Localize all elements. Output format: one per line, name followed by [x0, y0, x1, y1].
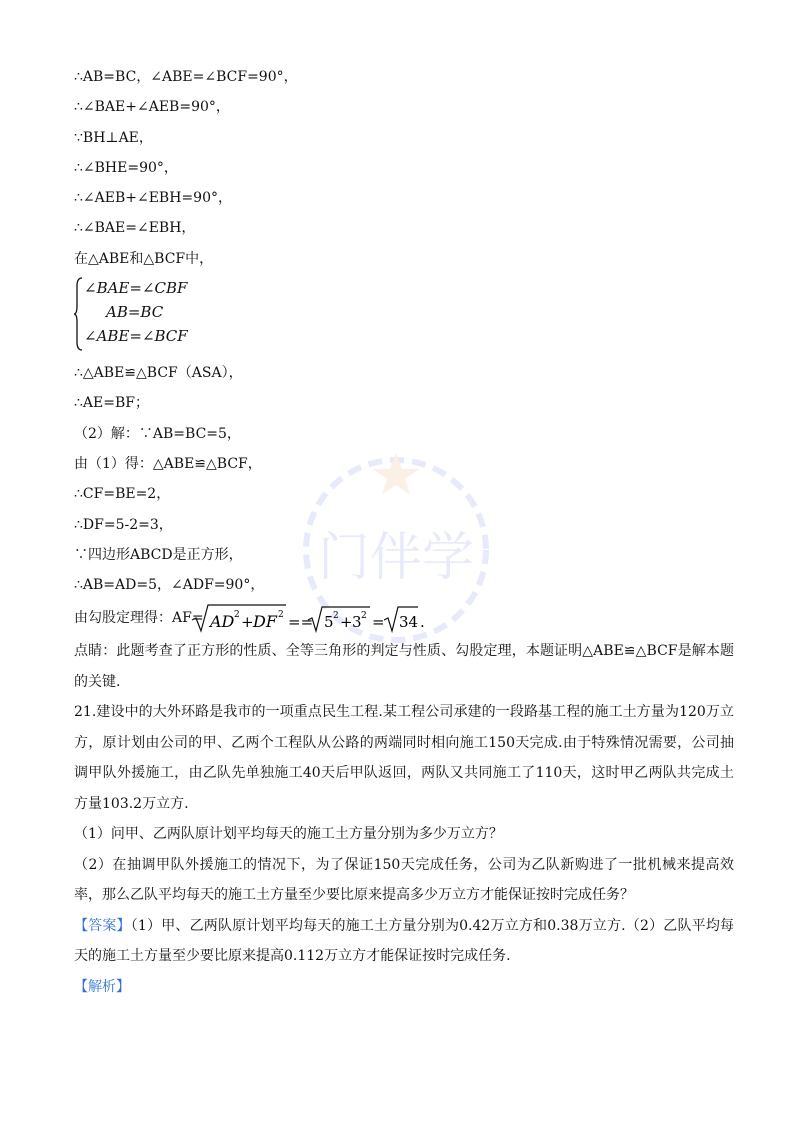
question-21: 21.建设中的大外环路是我市的一项重点民生工程.某工程公司承建的一段路基工程的施工土方量为120万立方，原计划由公司的甲、乙两个工程队从公路的两端同时相向施工150天完成.由于特殊情况需要，公司抽调甲队外援施工，由乙队先单独施工40天后甲队返回，两队又共同施工了110天，这时甲乙两队共完成土方量103.2万立方.: [74, 704, 734, 812]
proof-line: ∴△ABE≌△BCF（ASA），: [74, 365, 243, 382]
svg-text:+: +: [340, 613, 353, 632]
svg-text:门伴学: 门伴学: [317, 528, 475, 588]
svg-text:2: 2: [333, 611, 339, 622]
svg-text:.: .: [420, 613, 425, 632]
question-21-part1: （1）问甲、乙两队原计划平均每天的施工土方量分别为多少万立方？: [74, 826, 503, 843]
jiexi-label: 【解析】: [74, 978, 130, 995]
svg-text:34: 34: [399, 613, 419, 632]
proof-line: ∴DF=5-2=3，: [74, 516, 173, 533]
svg-text:2: 2: [234, 610, 240, 621]
svg-text:=: =: [372, 613, 385, 632]
proof-line: ∴AE=BF；: [74, 395, 149, 412]
formula-prefix: 由勾股定理得：AF=: [74, 610, 204, 627]
proof-line: ∵四边形ABCD是正方形，: [74, 546, 243, 563]
formula-math: [190, 600, 430, 636]
system-row: ∠ABE=∠BCF: [84, 327, 188, 346]
proof-line: ∴∠BAE=∠EBH，: [74, 220, 196, 237]
answer-paragraph: [74, 911, 734, 972]
proof-line: ∴CF=BE=2，: [74, 486, 171, 503]
proof-line: 在△ABE和△BCF中，: [74, 250, 214, 267]
pythagorean-formula: [74, 600, 734, 636]
svg-text:2: 2: [278, 610, 284, 621]
svg-text:2: 2: [361, 611, 367, 622]
proof-line: ∴∠AEB+∠EBH=90°，: [74, 190, 232, 207]
proof-line: ∵BH⊥AE，: [74, 129, 153, 146]
dianjing-paragraph: 点睛：此题考查了正方形的性质、全等三角形的判定与性质、勾股定理，本题证明△ABE≌△BCF是解本题的关键.: [74, 643, 734, 690]
system-row: AB=BC: [106, 303, 164, 322]
system-row: ∠BAE=∠CBF: [84, 279, 188, 298]
proof-line: ∴∠BHE=90°，: [74, 159, 178, 176]
proof-line: （2）解：∵AB=BC=5，: [74, 425, 241, 442]
proof-line: 由（1）得：△ABE≌△BCF，: [74, 455, 262, 472]
document-body: [74, 62, 734, 1002]
question-21-part2: （2）在抽调甲队外援施工的情况下，为了保证150天完成任务，公司为乙队新购进了一批机械来提高效率，那么乙队平均每天的施工土方量至少要比原来提高多少万立方才能保证按时完成任务？: [74, 856, 734, 904]
svg-text:+: +: [241, 613, 254, 632]
answer-text: （1）甲、乙两队原计划平均每天的施工土方量分别为0.42万立方和0.38万立方.（2）乙队平均每天的施工土方量至少要比原来提高0.112万立方才能保证按时完成任务.: [74, 917, 735, 965]
svg-text:AD: AD: [210, 612, 235, 632]
proof-line: ∴AB=AD=5，∠ADF=90°，: [74, 577, 265, 594]
svg-text:==: ==: [288, 613, 314, 632]
proof-line: ∴∠BAE+∠AEB=90°，: [74, 99, 230, 116]
equation-system: [74, 276, 734, 352]
left-brace-icon: [74, 276, 84, 352]
svg-text:3: 3: [352, 613, 362, 632]
proof-line: ∴AB=BC，∠ABE=∠BCF=90°，: [74, 69, 298, 85]
svg-text:5: 5: [324, 613, 334, 632]
answer-label: 【答案】: [74, 917, 131, 934]
svg-text:DF: DF: [253, 612, 277, 632]
